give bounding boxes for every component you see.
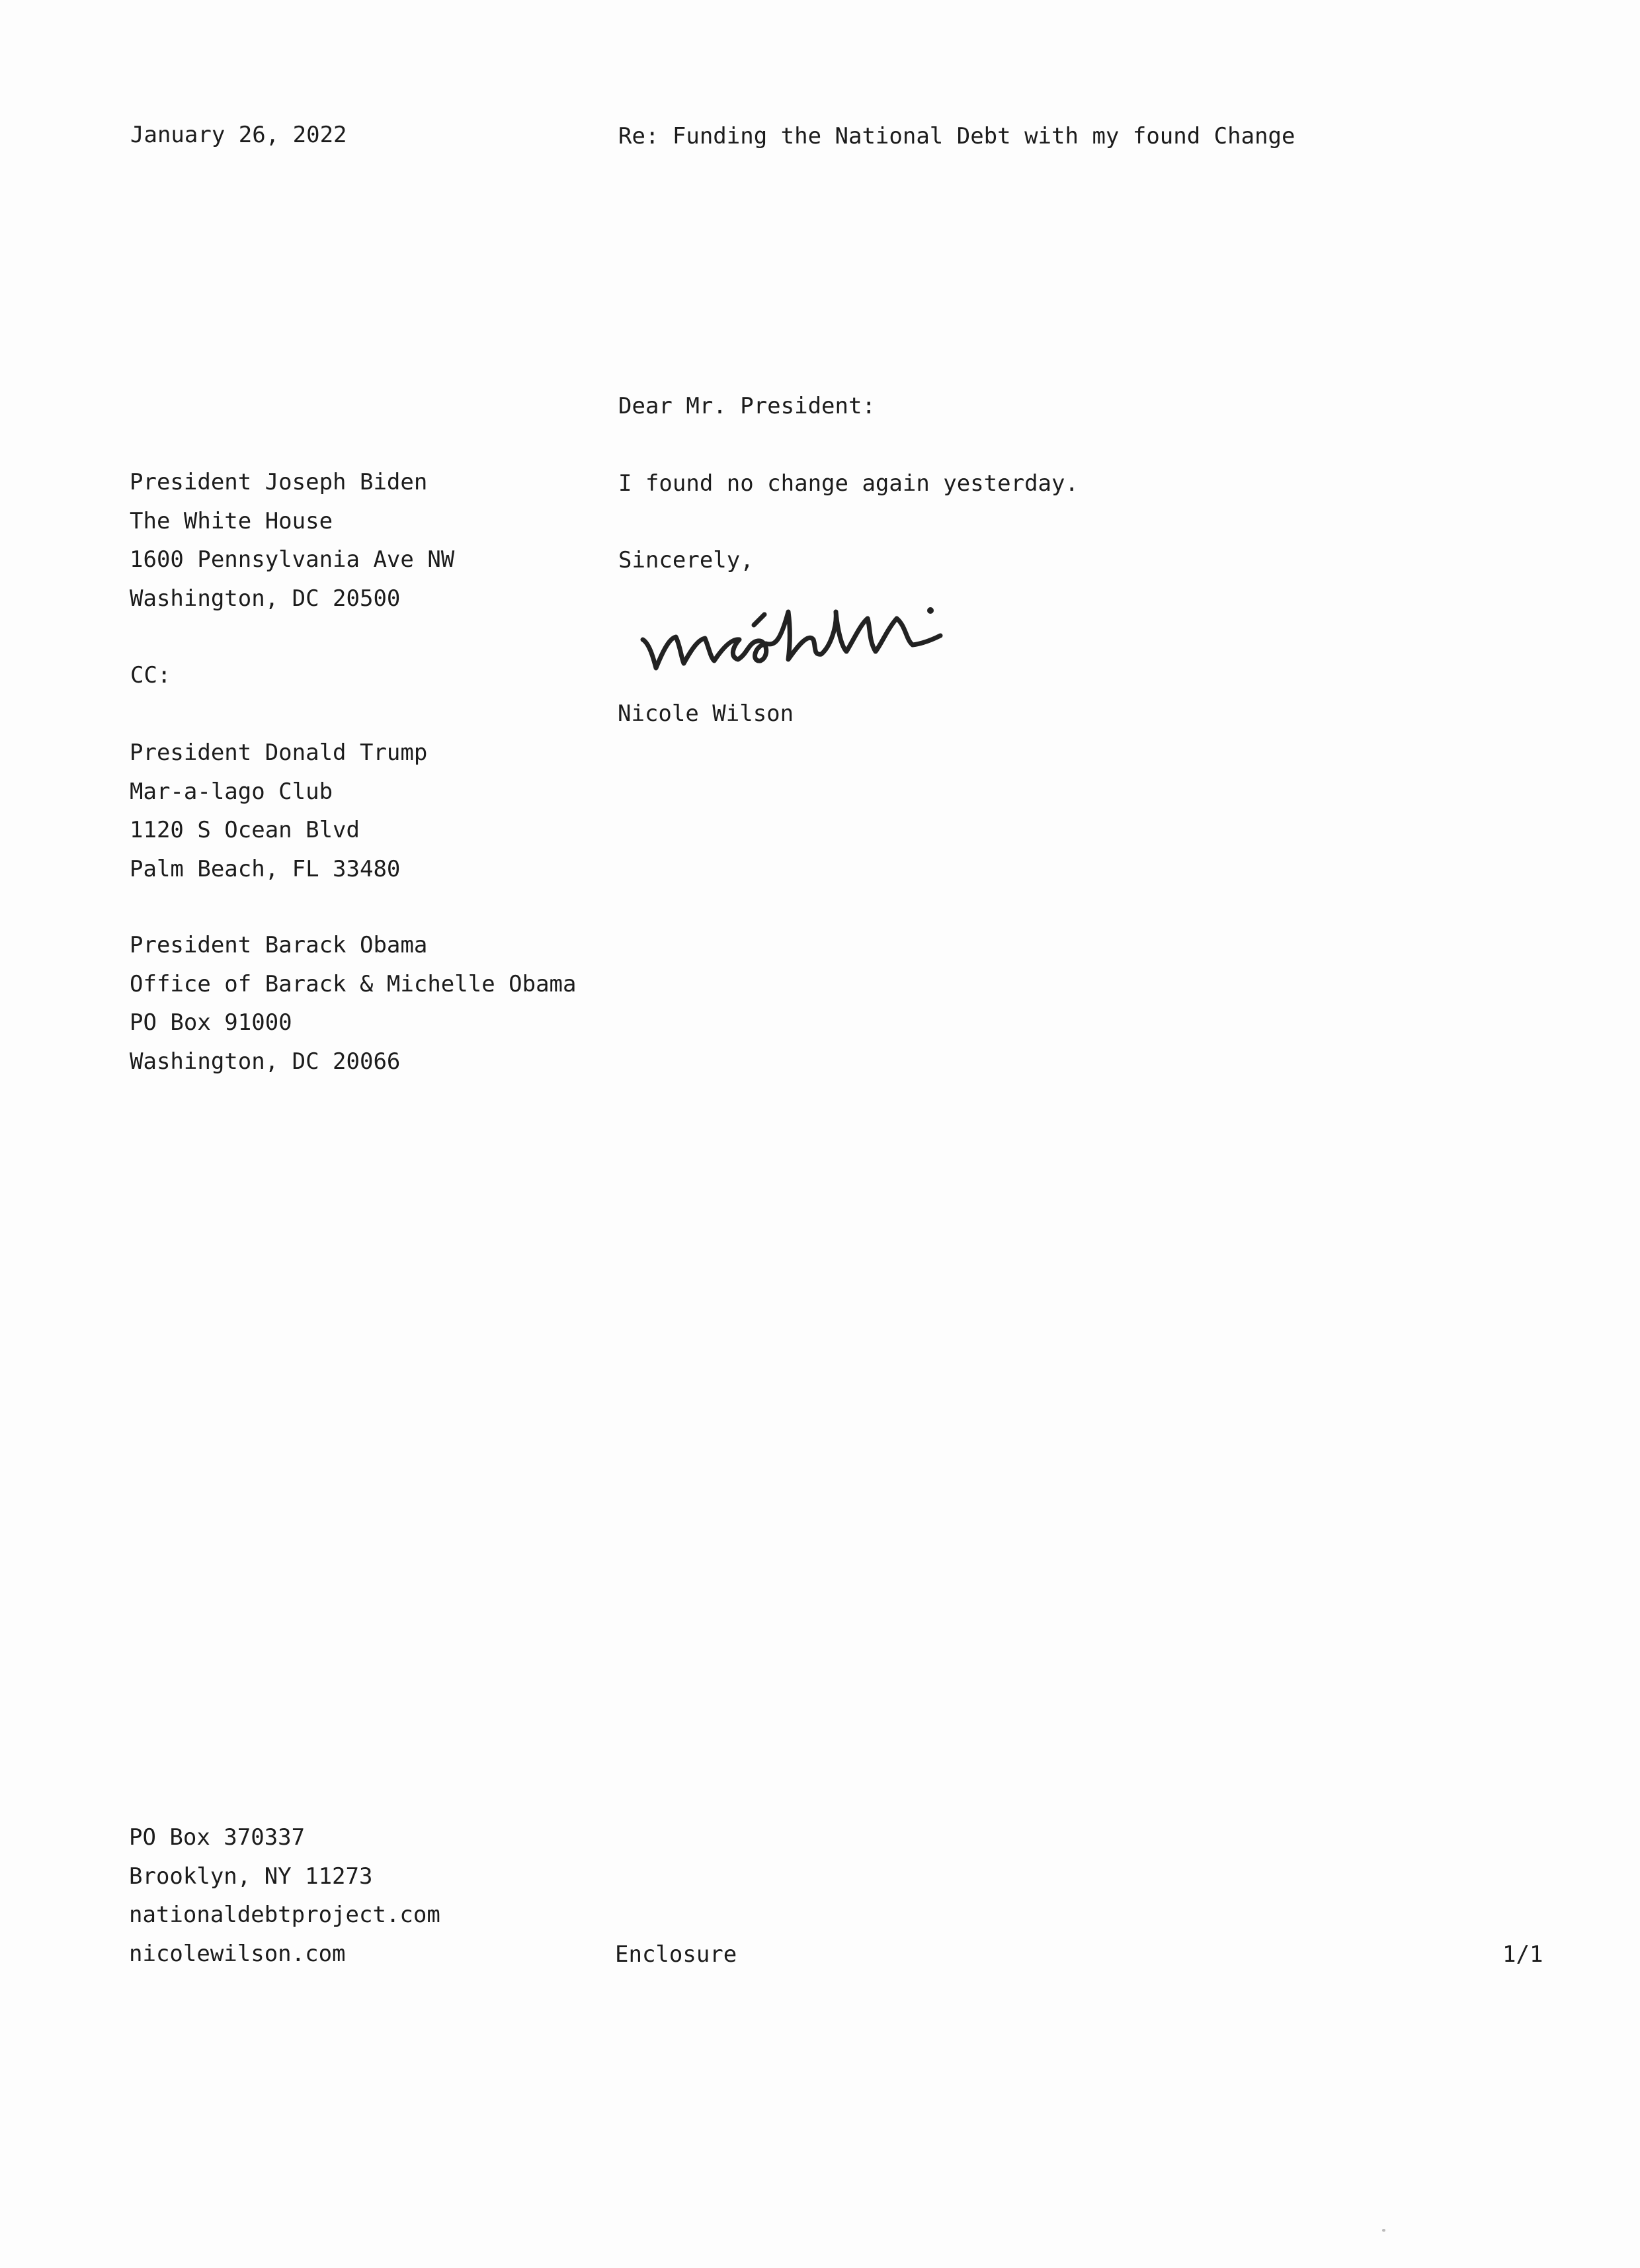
letter-body: I found no change again yesterday. [618,470,1079,497]
address-line: 1120 S Ocean Blvd [130,817,360,843]
address-line: The White House [130,507,333,534]
address-line: Office of Barack & Michelle Obama [130,970,577,997]
address-line: President Barack Obama [130,932,428,958]
handwritten-signature [635,585,979,685]
website-link[interactable]: nicolewilson.com [129,1940,346,1967]
cc-recipient-address [130,926,577,1081]
address-line: Brooklyn, NY 11273 [129,1863,373,1890]
address-line: President Joseph Biden [130,469,428,495]
enclosure-note: Enclosure [615,1941,737,1968]
address-line: 1600 Pennsylvania Ave NW [130,546,455,573]
letter-date: January 26, 2022 [130,122,347,148]
signer-name: Nicole Wilson [618,700,794,727]
address-line: Palm Beach, FL 33480 [130,855,401,882]
cc-recipient-address [130,734,427,888]
cc-label: CC: [130,662,171,689]
address-line: Washington, DC 20500 [130,585,401,612]
address-line: Mar-a-lago Club [130,778,333,805]
scan-speck [1382,2229,1385,2232]
recipient-address [130,463,454,618]
salutation: Dear Mr. President: [618,393,876,419]
closing: Sincerely, [618,547,754,573]
website-link[interactable]: nationaldebtproject.com [129,1902,440,1928]
address-line: President Donald Trump [130,739,428,766]
address-line: PO Box 91000 [130,1009,292,1036]
subject-line: Re: Funding the National Debt with my found Change [618,123,1295,149]
sender-address [129,1818,440,1973]
address-line: Washington, DC 20066 [130,1048,401,1075]
address-line: PO Box 370337 [129,1824,306,1851]
page-number: 1/1 [1502,1941,1543,1968]
